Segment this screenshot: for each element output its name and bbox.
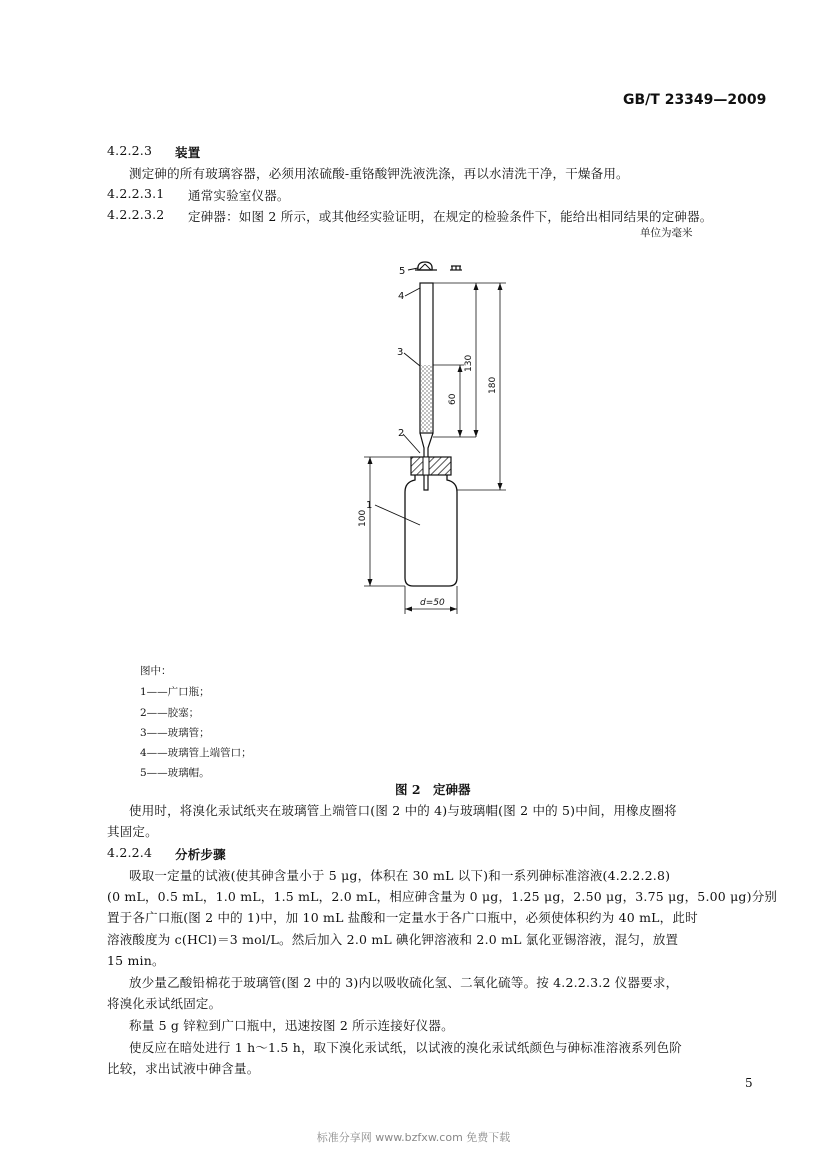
section-4224-title: 分析步骤 [175,847,226,862]
part-label-3: 3 [397,347,404,358]
rubber-stopper [411,457,451,475]
procedure-line: 将溴化汞试纸固定。 [107,996,222,1011]
arsenic-apparatus-figure [340,258,540,628]
legend-item: 3——玻璃管； [140,727,210,739]
procedure-line: 溶液酸度为 c(HCl)＝3 mol/L。然后加入 2.0 mL 碘化钾溶液和 2.0 mL 氯化亚锡溶液，混匀，放置 [107,932,679,947]
part-label-5: 5 [399,266,406,277]
section-42232-text: 定砷器：如图 2 所示，或其他经实验证明，在规定的检验条件下，能给出相同结果的定砷器。 [188,209,713,224]
wide-mouth-bottle [405,475,457,586]
dim-60-label: 60 [448,393,458,405]
standard-number: GB/T 23349—2009 [623,92,767,108]
part-label-4: 4 [398,291,405,302]
dim-130-label: 130 [464,354,474,372]
procedure-line: 15 min。 [107,953,165,968]
dim-180-label: 180 [488,376,498,394]
part-label-1: 1 [366,500,373,511]
section-4224-number: 4.2.2.4 [107,845,153,860]
part-label-2: 2 [398,428,405,439]
legend-item: 1——广口瓶； [140,686,210,698]
procedure-line: 置于各广口瓶(图 2 中的 1)中，加 10 mL 盐酸和一定量水于各广口瓶中，必须使体积约为 40 mL，此时 [107,910,698,925]
legend-item: 4——玻璃管上端管口； [140,747,252,759]
section-4223-number: 4.2.2.3 [107,143,153,158]
procedure-line: (0 mL，0.5 mL，1.0 mL，1.5 mL，2.0 mL，相应砷含量为 0 μg，1.25 μg，2.50 μg，3.75 μg，5.00 μg)分别 [107,889,778,904]
section-42231-number: 4.2.2.3.1 [107,186,165,201]
section-4223-text: 测定砷的所有玻璃容器，必须用浓硫酸-重铬酸钾洗液洗涤，再以水清洗干净，干燥备用。 [129,166,629,181]
procedure-line: 比较，求出试液中砷含量。 [107,1061,260,1076]
cotton-packing [421,365,432,433]
legend-item: 5——玻璃帽。 [140,767,210,779]
page-number: 5 [745,1076,753,1090]
procedure-line: 称量 5 g 锌粒到广口瓶中，迅速按图 2 所示连接好仪器。 [129,1018,454,1033]
figure-caption: 图 2 定砷器 [395,782,471,797]
dim-d-label: d=50 [420,598,445,608]
usage-line: 使用时，将溴化汞试纸夹在玻璃管上端管口(图 2 中的 4)与玻璃帽(图 2 中的 5)中间，用橡皮圈将 [129,803,677,818]
footer-watermark: 标准分享网 www.bzfxw.com 免费下载 [316,1131,511,1144]
legend-item: 2——胶塞； [140,707,200,719]
procedure-line: 吸取一定量的试液(使其砷含量小于 5 μg，体积在 30 mL 以下)和一系列砷标准溶液(4.2.2.2.8) [129,868,671,883]
usage-line: 其固定。 [107,824,158,839]
dim-100-label: 100 [358,509,368,527]
legend-heading: 图中： [140,665,172,677]
section-42231-text: 通常实验室仪器。 [188,188,290,203]
procedure-line: 使反应在暗处进行 1 h～1.5 h，取下溴化汞试纸，以试液的溴化汞试纸颜色与砷标准溶液系列色阶 [129,1040,682,1055]
unit-note: 单位为毫米 [640,227,693,239]
section-4223-title: 装置 [175,145,201,160]
procedure-line: 放少量乙酸铅棉花于玻璃管(图 2 中的 3)内以吸收硫化氢、二氧化硫等。按 4.2.2.3.2 仪器要求， [129,975,679,990]
section-42232-number: 4.2.2.3.2 [107,207,165,222]
